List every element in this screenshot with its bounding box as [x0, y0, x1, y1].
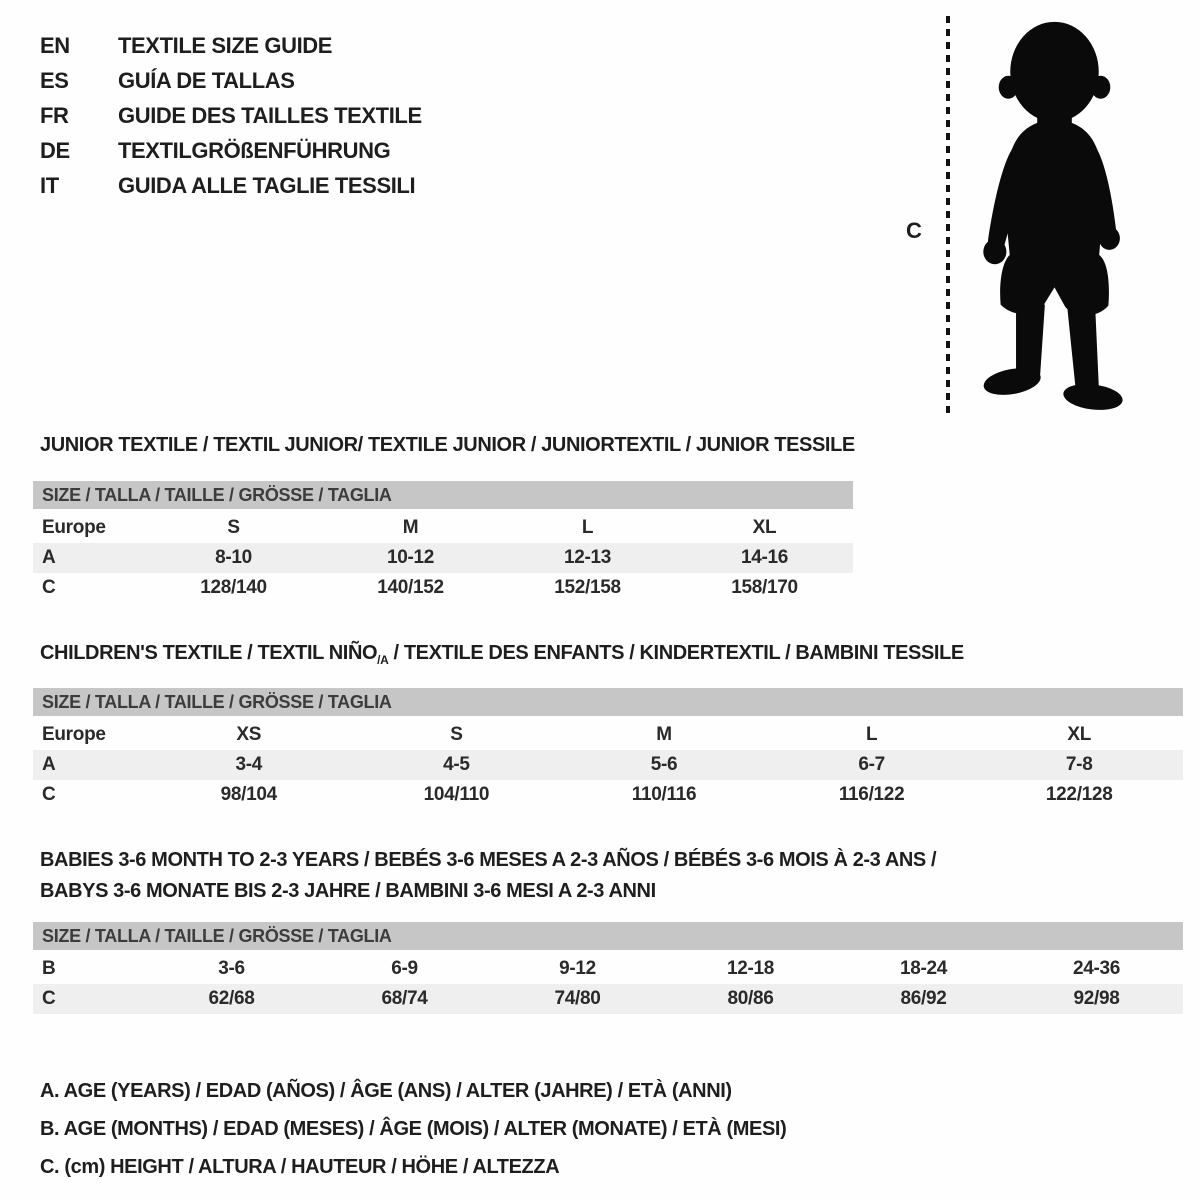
cell: 140/152	[377, 577, 444, 598]
cell: 110/116	[631, 784, 697, 805]
legend-line-a: A. AGE (YEARS) / EDAD (AÑOS) / ÂGE (ANS) / ALTER (JAHRE) / ETÀ (ANNI)	[40, 1080, 732, 1102]
language-row-es	[40, 63, 422, 98]
language-code: ES	[40, 67, 69, 93]
language-code: EN	[40, 32, 70, 58]
language-code: DE	[40, 137, 70, 163]
babies-section-title	[40, 845, 936, 907]
cell: XS	[236, 724, 262, 745]
language-code: IT	[40, 172, 59, 198]
children-title-post: / TEXTILE DES ENFANTS / KINDERTEXTIL / BAMBINI TESSILE	[388, 642, 964, 664]
language-title-list	[40, 28, 422, 203]
cell: 104/110	[423, 784, 490, 805]
height-measure-dashed-line	[946, 16, 950, 418]
table-row-europe	[33, 513, 853, 543]
table-row-age-years	[33, 543, 853, 573]
cell: 122/128	[1045, 784, 1113, 805]
language-row-fr	[40, 98, 422, 133]
size-header-bar: SIZE / TALLA / TAILLE / GRÖSSE / TAGLIA	[33, 688, 1183, 716]
row-label: A	[42, 754, 56, 775]
cell: 9-12	[559, 958, 596, 979]
cell: 158/170	[731, 577, 798, 598]
junior-size-table	[33, 481, 853, 603]
language-title: TEXTILE SIZE GUIDE	[118, 32, 333, 58]
legend-line-b: B. AGE (MONTHS) / EDAD (MESES) / ÂGE (MOIS) / ALTER (MONATE) / ETÀ (MESI)	[40, 1118, 787, 1140]
row-label: Europe	[42, 517, 106, 538]
cell: M	[402, 517, 419, 538]
size-header-bar: SIZE / TALLA / TAILLE / GRÖSSE / TAGLIA	[33, 481, 853, 509]
cell: 7-8	[1065, 754, 1093, 775]
cell: 62/68	[208, 988, 255, 1009]
table-row-europe	[33, 720, 1183, 750]
cell: XL	[1067, 724, 1092, 745]
children-title-pre: CHILDREN'S TEXTILE / TEXTIL NIÑO	[40, 642, 378, 664]
cell: M	[656, 724, 672, 745]
table-row-height	[33, 780, 1183, 810]
language-row-it	[40, 168, 422, 203]
junior-section-title: JUNIOR TEXTILE / TEXTIL JUNIOR/ TEXTILE JUNIOR / JUNIORTEXTIL / JUNIOR TESSILE	[40, 434, 855, 456]
cell: 3-4	[235, 754, 263, 775]
cell: 8-10	[215, 547, 252, 568]
legend-line-c: C. (cm) HEIGHT / ALTURA / HAUTEUR / HÖHE / ALTEZZA	[40, 1156, 560, 1178]
cell: S	[450, 724, 463, 745]
table-row-age-years	[33, 750, 1183, 780]
cell: 128/140	[200, 577, 267, 598]
cell: 68/74	[381, 988, 428, 1009]
cell: L	[581, 517, 594, 538]
row-label: Europe	[42, 724, 106, 745]
cell: 116/122	[838, 784, 905, 805]
cell: XL	[752, 517, 777, 538]
row-label: A	[42, 547, 56, 568]
language-title: GUÍA DE TALLAS	[118, 67, 295, 93]
row-label: C	[42, 577, 56, 598]
language-row-en	[40, 28, 422, 63]
size-header-bar: SIZE / TALLA / TAILLE / GRÖSSE / TAGLIA	[33, 922, 1183, 950]
language-title: TEXTILGRÖßENFÜHRUNG	[118, 137, 391, 163]
language-title: GUIDA ALLE TAGLIE TESSILI	[118, 172, 416, 198]
cell: 10-12	[386, 547, 435, 568]
cell: 3-6	[218, 958, 245, 979]
row-label: C	[42, 784, 56, 805]
language-row-de	[40, 133, 422, 168]
children-title-sub: /A	[377, 653, 389, 667]
table-row-height	[33, 984, 1183, 1014]
children-section-title	[40, 642, 964, 667]
cell: 86/92	[900, 988, 947, 1009]
measure-label-c: C	[906, 218, 922, 243]
cell: 92/98	[1073, 988, 1120, 1009]
row-label: C	[42, 988, 56, 1009]
cell: 80/86	[727, 988, 774, 1009]
cell: 4-5	[443, 754, 470, 775]
cell: 6-9	[391, 958, 418, 979]
babies-title-line1: BABIES 3-6 MONTH TO 2-3 YEARS / BEBÉS 3-6 MESES A 2-3 AÑOS / BÉBÉS 3-6 MOIS À 2-3 ANS /	[40, 849, 937, 871]
cell: 14-16	[740, 547, 789, 568]
legend	[40, 1072, 786, 1186]
cell: 98/104	[220, 784, 277, 805]
babies-title-line2: BABYS 3-6 MONATE BIS 2-3 JAHRE / BAMBINI 3-6 MESI A 2-3 ANNI	[40, 880, 656, 902]
cell: 74/80	[554, 988, 601, 1009]
cell: 5-6	[650, 754, 678, 775]
toddler-silhouette-icon	[962, 18, 1147, 422]
cell: 6-7	[858, 754, 885, 775]
cell: 12-13	[563, 547, 612, 568]
cell: 152/158	[554, 577, 621, 598]
children-size-table	[33, 688, 1183, 810]
table-row-age-months	[33, 954, 1183, 984]
cell: 12-18	[726, 958, 775, 979]
babies-size-table	[33, 922, 1183, 1014]
cell: 24-36	[1072, 958, 1121, 979]
cell: S	[227, 517, 240, 538]
cell: L	[865, 724, 878, 745]
table-row-height	[33, 573, 853, 603]
row-label: B	[42, 958, 56, 979]
language-title: GUIDE DES TAILLES TEXTILE	[118, 102, 422, 128]
cell: 18-24	[899, 958, 948, 979]
language-code: FR	[40, 102, 69, 128]
